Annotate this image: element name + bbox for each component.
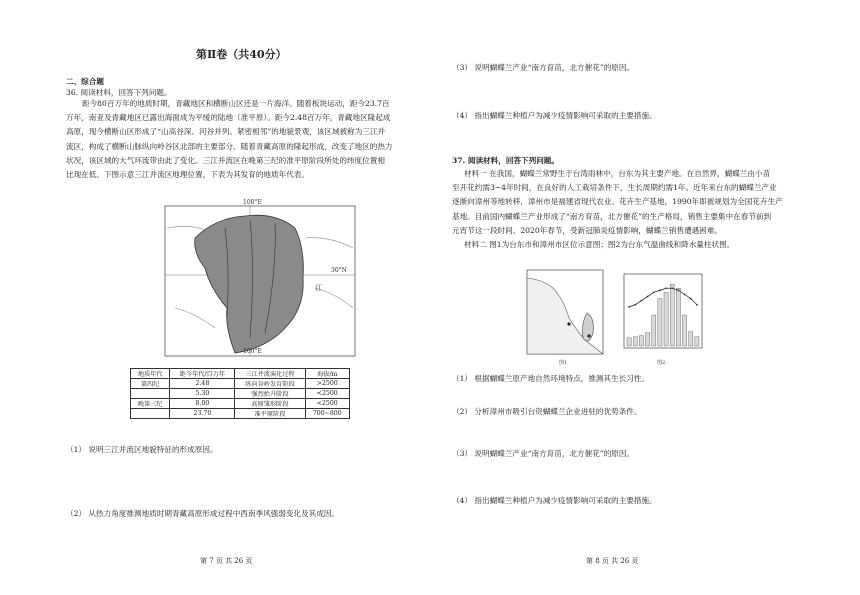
temperature-point (641, 300, 643, 302)
temperature-point (671, 287, 673, 289)
question-36-3: （3） 说明蝴蝶兰产业“南方育苗，北方催花”的原因。 (452, 63, 635, 72)
question-37-material-1 (452, 167, 802, 238)
question-36-1: （1） 说明三江并流区地貌特征的形成原因。 (66, 445, 218, 454)
material-line: 基地。目前国内蝴蝶兰产业形成了“南方育苗，北方催花”的生产格局，销售主要集中在春节前到 (452, 211, 772, 221)
temperature-point (684, 294, 686, 296)
table-row (131, 389, 350, 399)
material-line: 流区，构成了横断山脉纵向岭谷区北部的主要部分。随着青藏高原的隆起形成，改变了地区的热力 (66, 141, 393, 151)
material-line: 距今80百万年的地质时期，青藏地区和横断山区还是一片海洋。随着板块运动，距今23.7百 (82, 99, 390, 108)
precip-bar (652, 315, 656, 346)
question-37-3: （3） 说明蝴蝶兰产业“南方育苗，北方催花”的原因。 (452, 449, 635, 458)
table-row (131, 379, 350, 389)
river-label: 江 (315, 284, 322, 292)
section-title: 第Ⅱ卷（共40分） (196, 48, 287, 61)
table-cell: 2.48 (170, 379, 235, 389)
temperature-point (678, 289, 680, 291)
table-cell: 纵向谷岭发育阶段 (235, 379, 305, 389)
figure-1-label: 图1 (559, 360, 568, 366)
lon-label-top: 100°E (243, 199, 262, 206)
table-row (131, 399, 350, 409)
table-cell: <2500 (305, 389, 349, 399)
table-cell (131, 409, 170, 419)
lat-label: 30°N (331, 267, 347, 274)
section-heading: 二、综合题 (66, 77, 104, 86)
table-header: 地质年代 (131, 369, 170, 379)
material-line: 至开花约需3~4年时间，在良好的人工栽培条件下，生长周期约需1年。近年来台东的蝴蝶兰产业 (452, 183, 777, 193)
table-header: 三江并流演化过程 (235, 369, 305, 379)
material-line: 状况，该区域的大气环流带由此了变化。三江并流区在晚第三纪的准平原阶段所处的纬度位置相 (66, 155, 385, 165)
climate-chart (612, 268, 712, 368)
precip-bar (658, 299, 662, 346)
precip-bar (646, 333, 650, 346)
page-footer-left: 第 7 页 共 26 页 (200, 557, 253, 565)
table-cell: 8.00 (170, 399, 235, 409)
material-line: 高原，现今横断山区形成了“山高谷深、河谷并列、紧密相邻”的地貌景观，该区域被称为三江并 (66, 127, 386, 137)
question-37-title: 37. 阅读材料，回答下列问题。 (452, 156, 559, 165)
table-cell: <2500 (305, 399, 349, 409)
precip-bar (670, 284, 674, 346)
zhangzhou-dot (567, 322, 570, 325)
temperature-point (690, 298, 692, 300)
table-cell: 23.70 (170, 409, 235, 419)
question-36-material (66, 97, 421, 182)
table-cell: 高原雏形阶段 (235, 399, 305, 409)
table-cell: >2500 (305, 379, 349, 389)
precip-bar (695, 337, 699, 346)
temperature-point (628, 306, 630, 308)
lon-label-bottom: 100°E (243, 348, 262, 355)
table-cell: 第四纪 (131, 379, 170, 389)
precip-bar (639, 336, 643, 346)
precip-bar (627, 338, 631, 346)
temperature-point (696, 304, 698, 306)
question-37-material-2: 材料二 图1为台东市和漳州市区位示意图；图2为台东气温曲线和降水量柱状图。 (464, 240, 735, 249)
table-header: 海拔/m (305, 369, 349, 379)
temperature-point (647, 296, 649, 298)
material-line: 材料一 在我国，蝴蝶兰常野生于台湾雨林中，台东为其主要产地。在自然界，蝴蝶兰由小苗 (464, 169, 771, 178)
table-header: 距今年代/百万年 (170, 369, 235, 379)
material-line: 逐渐向漳州等地转移，漳州市是福建省现代农业、花卉生产基地，1990年即被规划为全国花卉生产 (452, 197, 783, 207)
material-line: 万年，南亚及青藏地区已露出海面成为平缓的陆地（准平原）。距今2.48百万年，青藏地区隆起成 (66, 113, 391, 123)
question-36-4: （4） 指出蝴蝶兰种植户为减少疫情影响可采取的主要措施。 (452, 111, 657, 120)
figure-2-label: 图2 (657, 360, 666, 366)
table-cell: 准平原阶段 (235, 409, 305, 419)
location-map (525, 268, 605, 368)
question-37-2: （2） 分析漳州市吸引台资蝴蝶兰企业进驻的优势条件。 (452, 407, 642, 416)
temperature-point (634, 304, 636, 306)
precip-bar (689, 332, 693, 346)
precip-bar (633, 337, 637, 346)
material-line: 比现在低。下图示意三江并流区地理位置，下表为其发育的地质年代表。 (66, 170, 309, 180)
taidong-dot (587, 334, 590, 337)
precip-bar (683, 315, 687, 346)
table-row (131, 409, 350, 419)
table-cell: 强烈抬升阶段 (235, 389, 305, 399)
page-footer-right: 第 8 页 共 26 页 (586, 557, 639, 565)
temperature-point (659, 289, 661, 291)
three-rivers-map (155, 198, 365, 358)
temperature-point (653, 291, 655, 293)
table-cell: 晚第三纪 (131, 399, 170, 409)
temperature-point (665, 287, 667, 289)
table-header-row (131, 369, 350, 379)
precip-bar (664, 292, 668, 346)
question-37-4: （4） 指出蝴蝶兰种植户为减少疫情影响可采取的主要措施。 (452, 496, 657, 505)
precip-bar (676, 288, 680, 346)
question-36-intro: 36. 阅读材料，回答下列问题。 (66, 88, 172, 97)
question-37-1: （1） 根据蝴蝶兰原产地自然环境特点，推测其生长习性。 (452, 374, 650, 383)
table-cell: 700~800 (305, 409, 349, 419)
geologic-table (130, 368, 350, 419)
table-cell: 5.30 (170, 389, 235, 399)
question-36-2: （2） 从热力角度推测地质时期青藏高原形成过程中西南季风强弱变化及其成因。 (66, 509, 340, 518)
table-cell (131, 389, 170, 399)
material-line: 元宵节这一段时间。2020年春节，受新冠肺炎疫情影响，蝴蝶兰销售遭遇困难。 (452, 225, 722, 235)
